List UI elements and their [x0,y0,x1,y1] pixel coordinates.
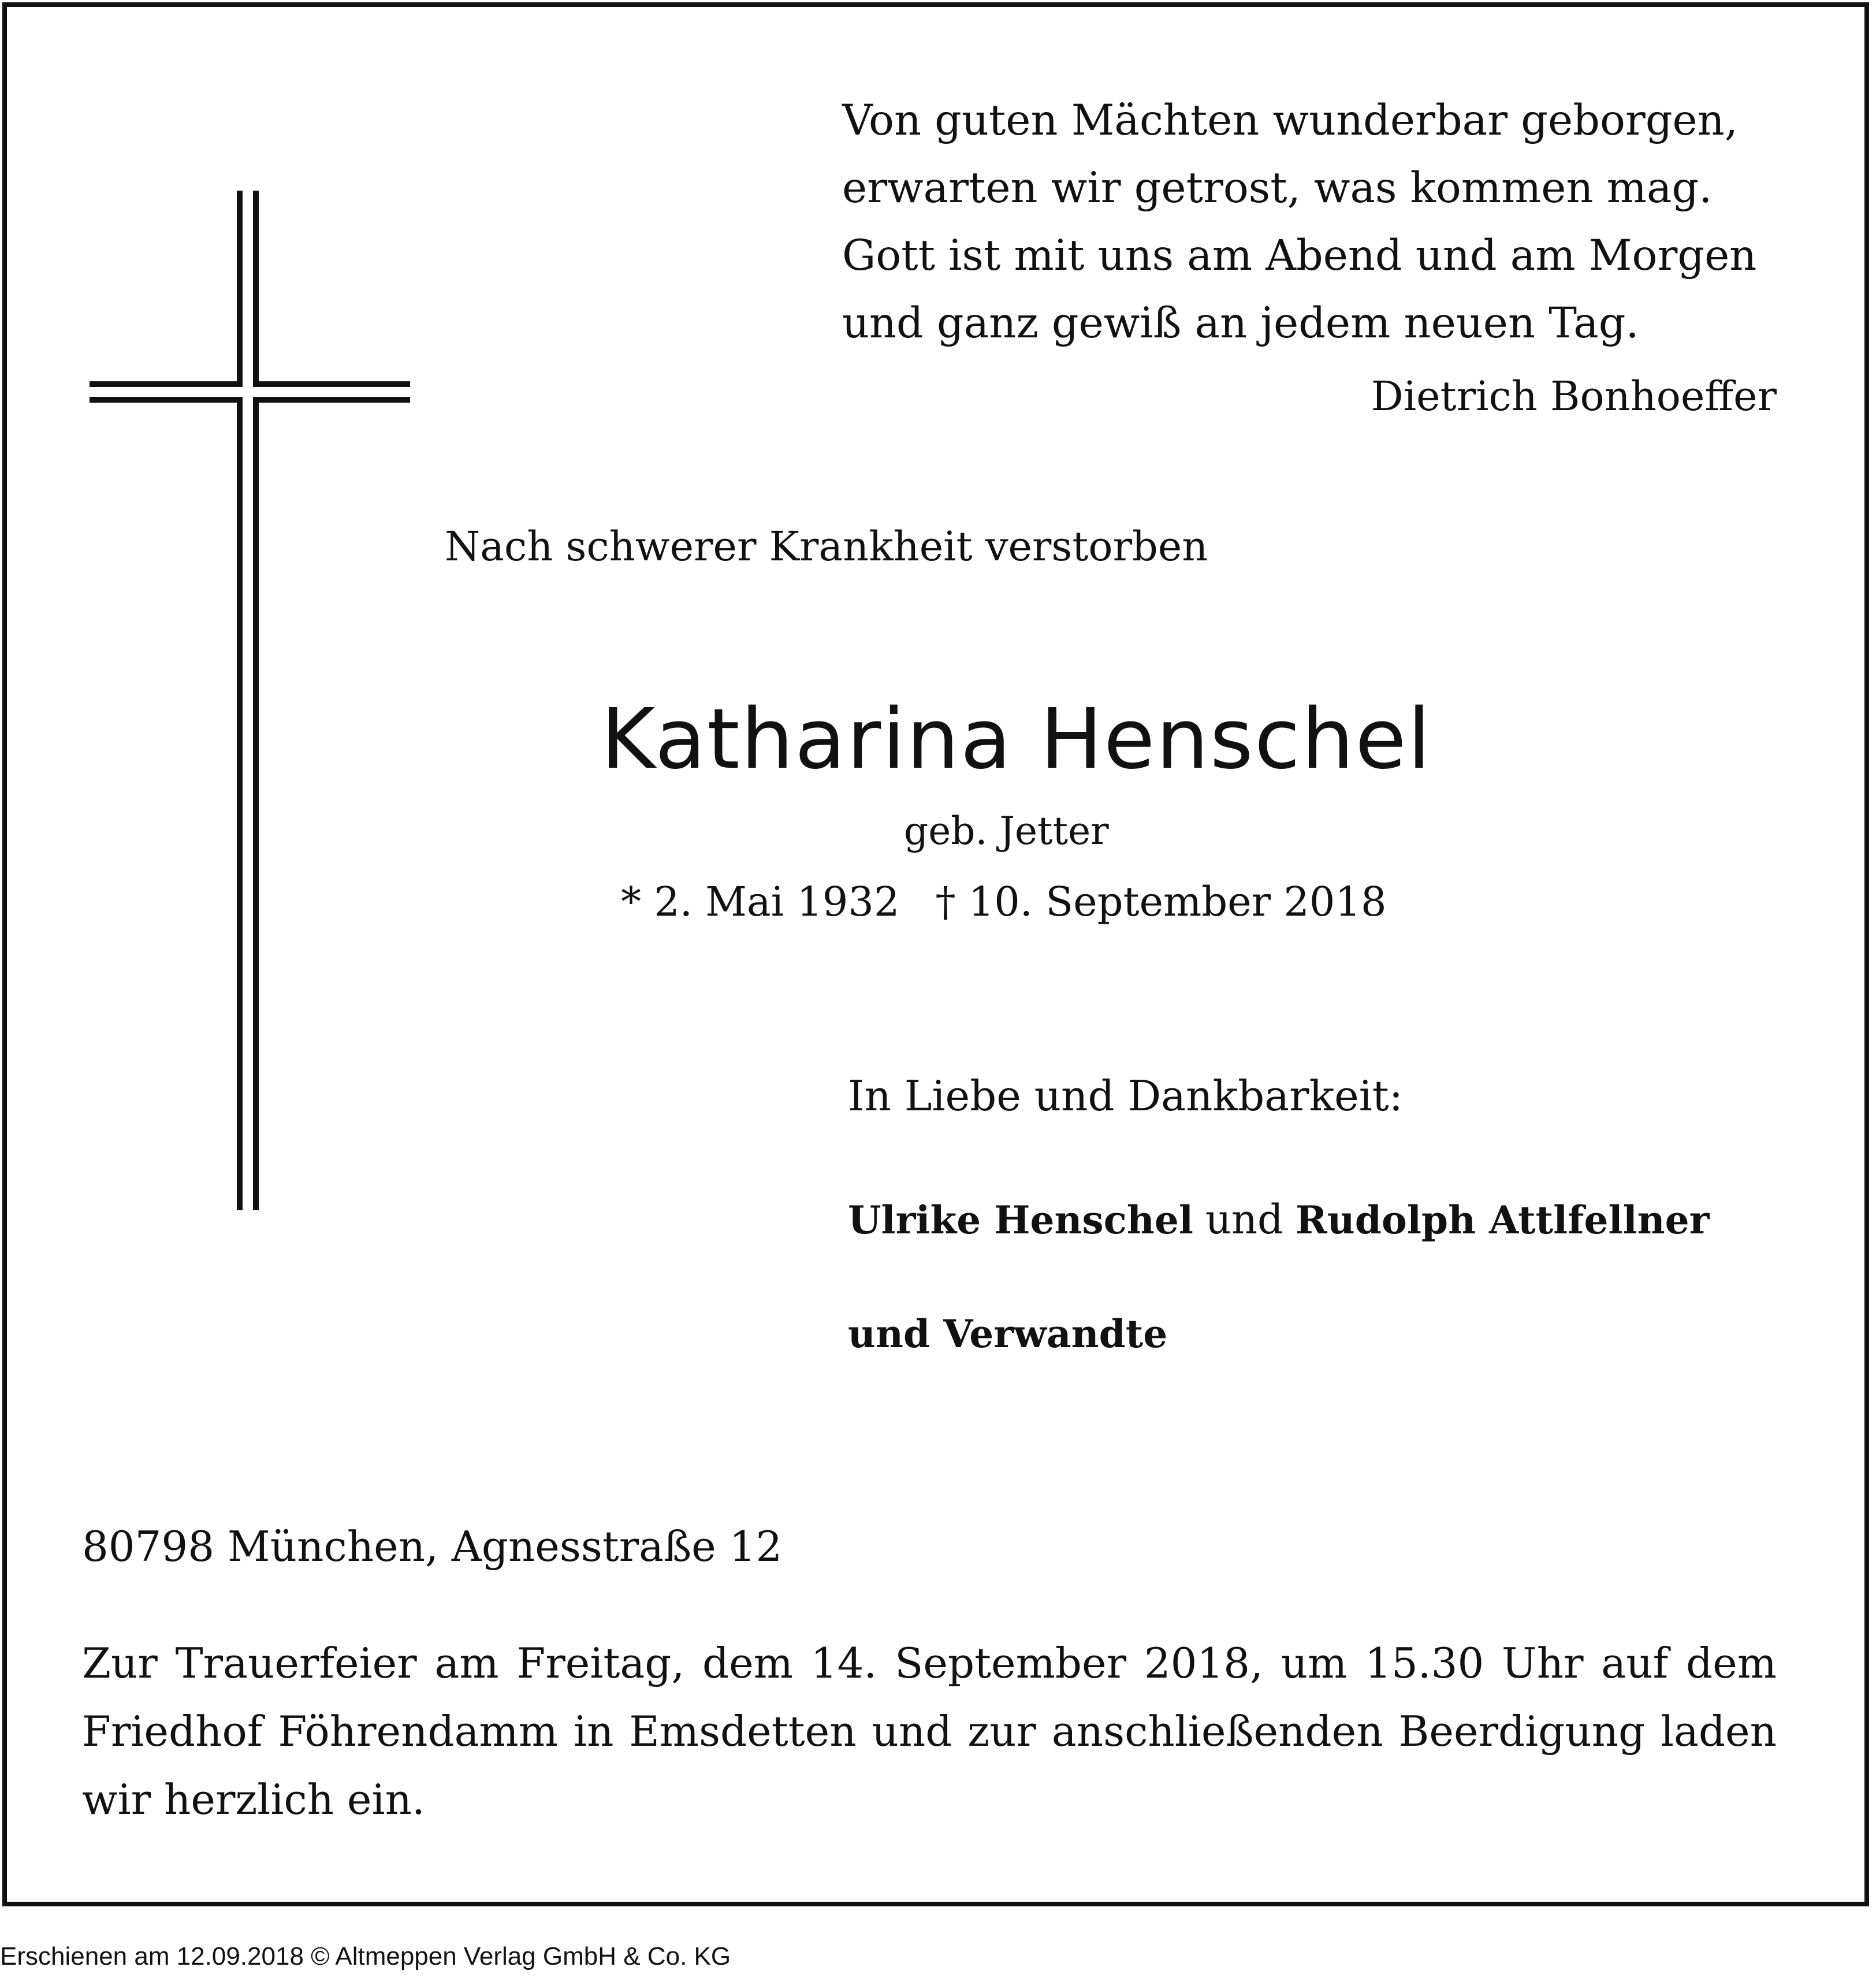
deceased-name: Katharina Henschel [601,690,1432,787]
address: 80798 München, Agnesstraße 12 [82,1522,783,1571]
birth-date: * 2. Mai 1932 [621,878,900,925]
ceremony-invitation [82,1629,1777,1834]
death-date: † 10. September 2018 [935,878,1387,925]
mourner-conjunction: und [1205,1196,1283,1243]
ceremony-line: Zur Trauerfeier am Freitag, dem 14. September 2018, um 15.30 Uhr auf dem [82,1639,1777,1687]
bonhoeffer-quote [842,87,1756,357]
quote-author: Dietrich Bonhoeffer [1371,373,1777,420]
ceremony-line: Friedhof Föhrendamm in Emsdetten und zur anschließenden Beerdigung laden [82,1707,1777,1756]
life-dates [621,878,1387,925]
mourners-names [848,1196,1709,1243]
quote-line: erwarten wir getrost, was kommen mag. [842,163,1713,213]
publication-footer: Erschienen am 12.09.2018 © Altmeppen Verlag GmbH & Co. KG [0,1942,731,1970]
mourner-name: Ulrike Henschel [848,1198,1193,1243]
cross-icon [81,191,416,1213]
mourner-name: Rudolph Attlfellner [1295,1198,1710,1243]
quote-line: Von guten Mächten wunderbar geborgen, [842,96,1738,145]
ceremony-line: wir herzlich ein. [82,1775,425,1824]
quote-line: und ganz gewiß an jedem neuen Tag. [842,299,1639,348]
notice-intro: Nach schwerer Krankheit verstorben [445,523,1208,570]
quote-line: Gott ist mit uns am Abend und am Morgen [842,231,1757,280]
mourners-heading: In Liebe und Dankbarkeit: [848,1072,1403,1120]
birth-name: geb. Jetter [904,809,1109,853]
mourners-relatives: und Verwandte [848,1311,1168,1356]
